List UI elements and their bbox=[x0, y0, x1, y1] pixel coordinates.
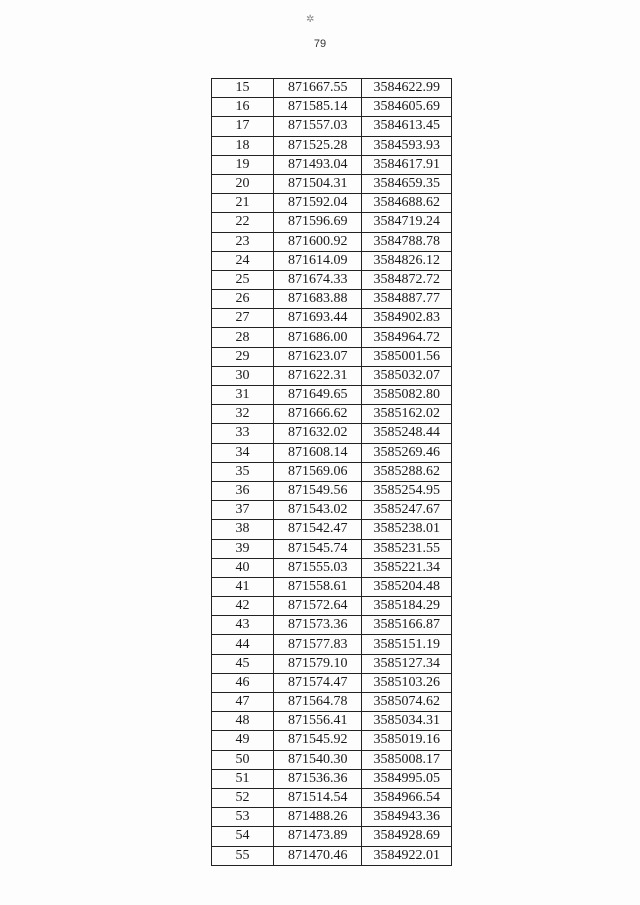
y-coordinate-cell: 3585008.17 bbox=[362, 750, 452, 769]
x-coordinate-cell: 871555.03 bbox=[274, 558, 362, 577]
scan-mark-top: ✲ bbox=[306, 14, 315, 25]
point-number-cell: 20 bbox=[212, 174, 274, 193]
table-row bbox=[212, 827, 452, 846]
x-coordinate-cell: 871564.78 bbox=[274, 693, 362, 712]
y-coordinate-cell: 3584826.12 bbox=[362, 251, 452, 270]
x-coordinate-cell: 871542.47 bbox=[274, 520, 362, 539]
table-row bbox=[212, 558, 452, 577]
y-coordinate-cell: 3585231.55 bbox=[362, 539, 452, 558]
x-coordinate-cell: 871557.03 bbox=[274, 117, 362, 136]
table-row bbox=[212, 309, 452, 328]
point-number-cell: 44 bbox=[212, 635, 274, 654]
point-number-cell: 49 bbox=[212, 731, 274, 750]
point-number-cell: 54 bbox=[212, 827, 274, 846]
x-coordinate-cell: 871614.09 bbox=[274, 251, 362, 270]
y-coordinate-cell: 3584887.77 bbox=[362, 290, 452, 309]
point-number-cell: 17 bbox=[212, 117, 274, 136]
coordinates-table-body bbox=[212, 79, 452, 866]
x-coordinate-cell: 871579.10 bbox=[274, 654, 362, 673]
table-row bbox=[212, 712, 452, 731]
point-number-cell: 41 bbox=[212, 577, 274, 596]
y-coordinate-cell: 3585269.46 bbox=[362, 443, 452, 462]
y-coordinate-cell: 3584617.91 bbox=[362, 155, 452, 174]
table-row bbox=[212, 616, 452, 635]
x-coordinate-cell: 871592.04 bbox=[274, 194, 362, 213]
point-number-cell: 22 bbox=[212, 213, 274, 232]
x-coordinate-cell: 871514.54 bbox=[274, 788, 362, 807]
y-coordinate-cell: 3584872.72 bbox=[362, 270, 452, 289]
y-coordinate-cell: 3584964.72 bbox=[362, 328, 452, 347]
point-number-cell: 31 bbox=[212, 386, 274, 405]
x-coordinate-cell: 871674.33 bbox=[274, 270, 362, 289]
x-coordinate-cell: 871549.56 bbox=[274, 481, 362, 500]
point-number-cell: 24 bbox=[212, 251, 274, 270]
point-number-cell: 30 bbox=[212, 366, 274, 385]
table-row bbox=[212, 635, 452, 654]
table-row bbox=[212, 462, 452, 481]
x-coordinate-cell: 871543.02 bbox=[274, 501, 362, 520]
y-coordinate-cell: 3584943.36 bbox=[362, 808, 452, 827]
x-coordinate-cell: 871686.00 bbox=[274, 328, 362, 347]
table-row bbox=[212, 769, 452, 788]
x-coordinate-cell: 871558.61 bbox=[274, 577, 362, 596]
y-coordinate-cell: 3584902.83 bbox=[362, 309, 452, 328]
point-number-cell: 19 bbox=[212, 155, 274, 174]
table-row bbox=[212, 405, 452, 424]
table-row bbox=[212, 98, 452, 117]
point-number-cell: 52 bbox=[212, 788, 274, 807]
y-coordinate-cell: 3585238.01 bbox=[362, 520, 452, 539]
table-row bbox=[212, 597, 452, 616]
table-row bbox=[212, 788, 452, 807]
table-row bbox=[212, 577, 452, 596]
point-number-cell: 53 bbox=[212, 808, 274, 827]
table-row bbox=[212, 731, 452, 750]
x-coordinate-cell: 871632.02 bbox=[274, 424, 362, 443]
x-coordinate-cell: 871504.31 bbox=[274, 174, 362, 193]
x-coordinate-cell: 871470.46 bbox=[274, 846, 362, 865]
table-row bbox=[212, 481, 452, 500]
point-number-cell: 43 bbox=[212, 616, 274, 635]
x-coordinate-cell: 871525.28 bbox=[274, 136, 362, 155]
point-number-cell: 18 bbox=[212, 136, 274, 155]
table-row bbox=[212, 443, 452, 462]
x-coordinate-cell: 871572.64 bbox=[274, 597, 362, 616]
table-row bbox=[212, 366, 452, 385]
y-coordinate-cell: 3584688.62 bbox=[362, 194, 452, 213]
point-number-cell: 28 bbox=[212, 328, 274, 347]
x-coordinate-cell: 871493.04 bbox=[274, 155, 362, 174]
point-number-cell: 48 bbox=[212, 712, 274, 731]
point-number-cell: 36 bbox=[212, 481, 274, 500]
point-number-cell: 42 bbox=[212, 597, 274, 616]
table-row bbox=[212, 693, 452, 712]
x-coordinate-cell: 871585.14 bbox=[274, 98, 362, 117]
point-number-cell: 32 bbox=[212, 405, 274, 424]
table-row bbox=[212, 386, 452, 405]
point-number-cell: 21 bbox=[212, 194, 274, 213]
point-number-cell: 50 bbox=[212, 750, 274, 769]
point-number-cell: 45 bbox=[212, 654, 274, 673]
y-coordinate-cell: 3585001.56 bbox=[362, 347, 452, 366]
table-row bbox=[212, 673, 452, 692]
y-coordinate-cell: 3584622.99 bbox=[362, 79, 452, 98]
table-row bbox=[212, 270, 452, 289]
table-row bbox=[212, 520, 452, 539]
page-number: 79 bbox=[313, 38, 327, 50]
y-coordinate-cell: 3585103.26 bbox=[362, 673, 452, 692]
point-number-cell: 35 bbox=[212, 462, 274, 481]
table-row bbox=[212, 79, 452, 98]
point-number-cell: 29 bbox=[212, 347, 274, 366]
table-row bbox=[212, 328, 452, 347]
y-coordinate-cell: 3585162.02 bbox=[362, 405, 452, 424]
y-coordinate-cell: 3584719.24 bbox=[362, 213, 452, 232]
table-row bbox=[212, 232, 452, 251]
y-coordinate-cell: 3584613.45 bbox=[362, 117, 452, 136]
table-row bbox=[212, 117, 452, 136]
y-coordinate-cell: 3585032.07 bbox=[362, 366, 452, 385]
table-row bbox=[212, 251, 452, 270]
table-row bbox=[212, 539, 452, 558]
y-coordinate-cell: 3585221.34 bbox=[362, 558, 452, 577]
y-coordinate-cell: 3584593.93 bbox=[362, 136, 452, 155]
y-coordinate-cell: 3585288.62 bbox=[362, 462, 452, 481]
y-coordinate-cell: 3584659.35 bbox=[362, 174, 452, 193]
y-coordinate-cell: 3584922.01 bbox=[362, 846, 452, 865]
table-row bbox=[212, 290, 452, 309]
table-row bbox=[212, 194, 452, 213]
point-number-cell: 37 bbox=[212, 501, 274, 520]
table-row bbox=[212, 424, 452, 443]
x-coordinate-cell: 871683.88 bbox=[274, 290, 362, 309]
y-coordinate-cell: 3585034.31 bbox=[362, 712, 452, 731]
point-number-cell: 39 bbox=[212, 539, 274, 558]
y-coordinate-cell: 3585151.19 bbox=[362, 635, 452, 654]
x-coordinate-cell: 871666.62 bbox=[274, 405, 362, 424]
x-coordinate-cell: 871536.36 bbox=[274, 769, 362, 788]
x-coordinate-cell: 871577.83 bbox=[274, 635, 362, 654]
table-row bbox=[212, 213, 452, 232]
x-coordinate-cell: 871574.47 bbox=[274, 673, 362, 692]
x-coordinate-cell: 871600.92 bbox=[274, 232, 362, 251]
table-row bbox=[212, 501, 452, 520]
y-coordinate-cell: 3585254.95 bbox=[362, 481, 452, 500]
y-coordinate-cell: 3584605.69 bbox=[362, 98, 452, 117]
x-coordinate-cell: 871569.06 bbox=[274, 462, 362, 481]
y-coordinate-cell: 3584966.54 bbox=[362, 788, 452, 807]
point-number-cell: 55 bbox=[212, 846, 274, 865]
point-number-cell: 46 bbox=[212, 673, 274, 692]
x-coordinate-cell: 871608.14 bbox=[274, 443, 362, 462]
y-coordinate-cell: 3585248.44 bbox=[362, 424, 452, 443]
point-number-cell: 25 bbox=[212, 270, 274, 289]
x-coordinate-cell: 871556.41 bbox=[274, 712, 362, 731]
table-row bbox=[212, 174, 452, 193]
point-number-cell: 51 bbox=[212, 769, 274, 788]
x-coordinate-cell: 871573.36 bbox=[274, 616, 362, 635]
y-coordinate-cell: 3584928.69 bbox=[362, 827, 452, 846]
x-coordinate-cell: 871649.65 bbox=[274, 386, 362, 405]
x-coordinate-cell: 871622.31 bbox=[274, 366, 362, 385]
x-coordinate-cell: 871545.74 bbox=[274, 539, 362, 558]
y-coordinate-cell: 3585247.67 bbox=[362, 501, 452, 520]
x-coordinate-cell: 871545.92 bbox=[274, 731, 362, 750]
table-row bbox=[212, 347, 452, 366]
y-coordinate-cell: 3584995.05 bbox=[362, 769, 452, 788]
point-number-cell: 16 bbox=[212, 98, 274, 117]
x-coordinate-cell: 871623.07 bbox=[274, 347, 362, 366]
y-coordinate-cell: 3585166.87 bbox=[362, 616, 452, 635]
x-coordinate-cell: 871693.44 bbox=[274, 309, 362, 328]
point-number-cell: 26 bbox=[212, 290, 274, 309]
point-number-cell: 27 bbox=[212, 309, 274, 328]
point-number-cell: 38 bbox=[212, 520, 274, 539]
table-row bbox=[212, 808, 452, 827]
y-coordinate-cell: 3585184.29 bbox=[362, 597, 452, 616]
table-row bbox=[212, 155, 452, 174]
x-coordinate-cell: 871473.89 bbox=[274, 827, 362, 846]
table-row bbox=[212, 654, 452, 673]
y-coordinate-cell: 3585019.16 bbox=[362, 731, 452, 750]
x-coordinate-cell: 871667.55 bbox=[274, 79, 362, 98]
point-number-cell: 23 bbox=[212, 232, 274, 251]
y-coordinate-cell: 3585204.48 bbox=[362, 577, 452, 596]
x-coordinate-cell: 871488.26 bbox=[274, 808, 362, 827]
table-row bbox=[212, 846, 452, 865]
x-coordinate-cell: 871540.30 bbox=[274, 750, 362, 769]
point-number-cell: 47 bbox=[212, 693, 274, 712]
y-coordinate-cell: 3585074.62 bbox=[362, 693, 452, 712]
point-number-cell: 15 bbox=[212, 79, 274, 98]
table-row bbox=[212, 136, 452, 155]
point-number-cell: 34 bbox=[212, 443, 274, 462]
y-coordinate-cell: 3584788.78 bbox=[362, 232, 452, 251]
y-coordinate-cell: 3585082.80 bbox=[362, 386, 452, 405]
point-number-cell: 40 bbox=[212, 558, 274, 577]
table-row bbox=[212, 750, 452, 769]
coordinates-table bbox=[211, 78, 452, 866]
point-number-cell: 33 bbox=[212, 424, 274, 443]
y-coordinate-cell: 3585127.34 bbox=[362, 654, 452, 673]
x-coordinate-cell: 871596.69 bbox=[274, 213, 362, 232]
